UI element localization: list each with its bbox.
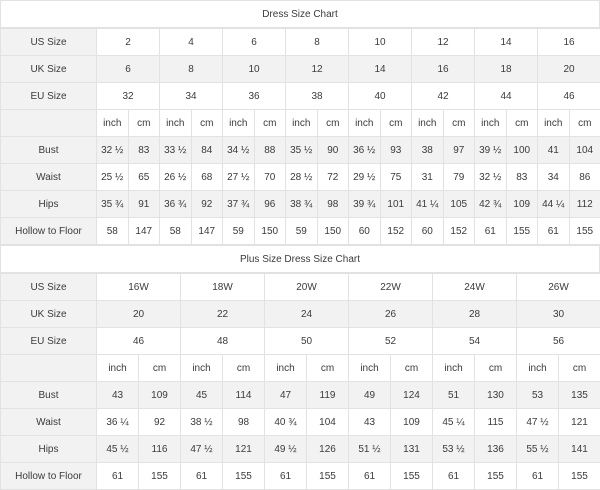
table-cell: 61 <box>349 463 391 490</box>
table-cell: 45 ½ <box>97 436 139 463</box>
table-row <box>1 382 600 409</box>
table-cell: 101 <box>380 191 412 218</box>
table-cell: 41 ¼ <box>412 191 444 218</box>
table-cell: 61 <box>265 463 307 490</box>
plus-size-chart-rows <box>1 274 600 490</box>
table-cell: cm <box>254 110 286 137</box>
table-cell: cm <box>223 355 265 382</box>
table-cell: 53 <box>517 382 559 409</box>
table-cell: 155 <box>391 463 433 490</box>
table-cell: 22 <box>181 301 265 328</box>
table-cell: 16 <box>412 56 475 83</box>
row-label: US Size <box>1 29 97 56</box>
row-label: Hollow to Floor <box>1 463 97 490</box>
table-row <box>1 164 600 191</box>
table-cell: 130 <box>475 382 517 409</box>
table-cell: 22W <box>349 274 433 301</box>
table-cell: 109 <box>391 409 433 436</box>
table-cell: 150 <box>317 218 349 245</box>
table-cell: 20 <box>538 56 600 83</box>
table-cell: 75 <box>380 164 412 191</box>
table-cell: 34 ½ <box>223 137 255 164</box>
table-cell: 26 ½ <box>160 164 192 191</box>
table-cell: 155 <box>475 463 517 490</box>
row-label: US Size <box>1 274 97 301</box>
table-cell: inch <box>349 355 391 382</box>
table-cell: 16W <box>97 274 181 301</box>
table-cell: 155 <box>139 463 181 490</box>
table-cell: 24 <box>265 301 349 328</box>
table-cell: 60 <box>412 218 444 245</box>
table-cell: 25 ½ <box>97 164 129 191</box>
table-cell: 42 <box>412 83 475 110</box>
table-cell: 141 <box>559 436 600 463</box>
table-row <box>1 301 600 328</box>
table-cell: 70 <box>254 164 286 191</box>
table-cell: 43 <box>349 409 391 436</box>
table-cell: 104 <box>307 409 349 436</box>
table-row <box>1 463 600 490</box>
table-cell: 91 <box>128 191 160 218</box>
table-cell: 37 ¾ <box>223 191 255 218</box>
table-cell: 28 ½ <box>286 164 318 191</box>
table-cell: 14 <box>475 29 538 56</box>
table-cell: 8 <box>286 29 349 56</box>
table-cell: inch <box>265 355 307 382</box>
plus-size-chart-block <box>0 245 600 490</box>
table-cell: 150 <box>254 218 286 245</box>
table-cell: 27 ½ <box>223 164 255 191</box>
table-cell: 39 ¾ <box>349 191 381 218</box>
table-cell: 109 <box>139 382 181 409</box>
table-cell: 18 <box>475 56 538 83</box>
table-cell: 29 ½ <box>349 164 381 191</box>
table-cell: 126 <box>307 436 349 463</box>
table-cell: cm <box>569 110 600 137</box>
table-cell: 72 <box>317 164 349 191</box>
table-row <box>1 355 600 382</box>
table-cell: 8 <box>160 56 223 83</box>
table-row <box>1 83 600 110</box>
table-cell: inch <box>97 110 129 137</box>
table-cell: 58 <box>160 218 192 245</box>
table-cell: 61 <box>97 463 139 490</box>
row-label: Bust <box>1 382 97 409</box>
table-cell: 92 <box>139 409 181 436</box>
table-row <box>1 328 600 355</box>
dress-size-chart-rows <box>1 29 600 245</box>
table-cell: 98 <box>317 191 349 218</box>
table-title-row <box>1 1 600 28</box>
table-cell: cm <box>559 355 600 382</box>
table-cell: 152 <box>443 218 475 245</box>
table-cell: 105 <box>443 191 475 218</box>
table-cell: 90 <box>317 137 349 164</box>
table-cell: 20W <box>265 274 349 301</box>
table-cell: 61 <box>181 463 223 490</box>
table-cell: 38 ¾ <box>286 191 318 218</box>
table-cell: 116 <box>139 436 181 463</box>
table-cell: inch <box>223 110 255 137</box>
table-row <box>1 110 600 137</box>
row-label <box>1 110 97 137</box>
table-cell: 18W <box>181 274 265 301</box>
table-cell: 36 ¼ <box>97 409 139 436</box>
table-cell: 30 <box>517 301 600 328</box>
chart-title: Plus Size Dress Size Chart <box>1 246 600 273</box>
table-cell: cm <box>128 110 160 137</box>
table-cell: 48 <box>181 328 265 355</box>
table-row <box>1 137 600 164</box>
table-cell: 10 <box>223 56 286 83</box>
table-cell: 155 <box>223 463 265 490</box>
table-cell: 10 <box>349 29 412 56</box>
table-cell: 68 <box>191 164 223 191</box>
dress-size-chart-data <box>0 28 600 245</box>
table-cell: 12 <box>412 29 475 56</box>
table-cell: 12 <box>286 56 349 83</box>
row-label: Waist <box>1 164 97 191</box>
row-label: Hips <box>1 436 97 463</box>
table-cell: 50 <box>265 328 349 355</box>
table-cell: 155 <box>506 218 538 245</box>
table-cell: cm <box>443 110 475 137</box>
table-cell: inch <box>181 355 223 382</box>
table-cell: 152 <box>380 218 412 245</box>
table-cell: 34 <box>538 164 570 191</box>
table-cell: 59 <box>286 218 318 245</box>
table-cell: 16 <box>538 29 600 56</box>
table-cell: 93 <box>380 137 412 164</box>
table-cell: cm <box>317 110 349 137</box>
table-cell: 36 <box>223 83 286 110</box>
table-cell: 40 ¾ <box>265 409 307 436</box>
table-cell: 155 <box>569 218 600 245</box>
row-label: Bust <box>1 137 97 164</box>
table-cell: 147 <box>128 218 160 245</box>
table-cell: 44 <box>475 83 538 110</box>
table-cell: 47 ½ <box>517 409 559 436</box>
table-cell: 79 <box>443 164 475 191</box>
table-cell: 32 <box>97 83 160 110</box>
table-cell: 88 <box>254 137 286 164</box>
table-cell: 20 <box>97 301 181 328</box>
row-label: UK Size <box>1 56 97 83</box>
table-cell: inch <box>97 355 139 382</box>
table-cell: 61 <box>538 218 570 245</box>
row-label: EU Size <box>1 328 97 355</box>
table-cell: inch <box>412 110 444 137</box>
table-cell: 38 ½ <box>181 409 223 436</box>
table-cell: 112 <box>569 191 600 218</box>
table-cell: 155 <box>307 463 349 490</box>
row-label: Hollow to Floor <box>1 218 97 245</box>
table-cell: 83 <box>506 164 538 191</box>
table-cell: 40 <box>349 83 412 110</box>
table-cell: 61 <box>433 463 475 490</box>
table-cell: 24W <box>433 274 517 301</box>
table-cell: 58 <box>97 218 129 245</box>
row-label <box>1 355 97 382</box>
table-cell: 121 <box>559 409 600 436</box>
table-cell: 114 <box>223 382 265 409</box>
table-cell: inch <box>160 110 192 137</box>
table-cell: cm <box>307 355 349 382</box>
table-cell: 46 <box>97 328 181 355</box>
table-cell: 136 <box>475 436 517 463</box>
table-row <box>1 191 600 218</box>
table-row <box>1 274 600 301</box>
table-cell: 52 <box>349 328 433 355</box>
table-cell: cm <box>139 355 181 382</box>
table-cell: 2 <box>97 29 160 56</box>
table-cell: 92 <box>191 191 223 218</box>
table-cell: cm <box>380 110 412 137</box>
table-cell: 147 <box>191 218 223 245</box>
table-cell: 59 <box>223 218 255 245</box>
table-cell: 49 <box>349 382 391 409</box>
table-cell: 96 <box>254 191 286 218</box>
table-cell: 121 <box>223 436 265 463</box>
table-cell: 55 ½ <box>517 436 559 463</box>
table-cell: 60 <box>349 218 381 245</box>
table-cell: 54 <box>433 328 517 355</box>
table-row <box>1 436 600 463</box>
table-cell: 36 ¾ <box>160 191 192 218</box>
table-cell: cm <box>506 110 538 137</box>
table-cell: 14 <box>349 56 412 83</box>
table-cell: 35 ½ <box>286 137 318 164</box>
table-row <box>1 29 600 56</box>
table-cell: 104 <box>569 137 600 164</box>
table-cell: 51 <box>433 382 475 409</box>
table-cell: 84 <box>191 137 223 164</box>
table-cell: 47 <box>265 382 307 409</box>
table-cell: cm <box>391 355 433 382</box>
table-cell: cm <box>475 355 517 382</box>
table-cell: 124 <box>391 382 433 409</box>
table-cell: 44 ¼ <box>538 191 570 218</box>
table-cell: inch <box>286 110 318 137</box>
table-cell: 32 ½ <box>97 137 129 164</box>
table-cell: inch <box>475 110 507 137</box>
row-label: EU Size <box>1 83 97 110</box>
table-cell: 135 <box>559 382 600 409</box>
table-cell: 6 <box>223 29 286 56</box>
table-cell: 51 ½ <box>349 436 391 463</box>
table-cell: 45 <box>181 382 223 409</box>
row-label: Waist <box>1 409 97 436</box>
table-cell: 32 ½ <box>475 164 507 191</box>
table-title-row <box>1 246 600 273</box>
table-cell: 61 <box>475 218 507 245</box>
plus-size-chart-table <box>0 245 600 273</box>
chart-title: Dress Size Chart <box>1 1 600 28</box>
table-cell: 35 ¾ <box>97 191 129 218</box>
plus-size-chart-body <box>1 246 600 273</box>
table-cell: cm <box>191 110 223 137</box>
table-cell: 131 <box>391 436 433 463</box>
table-cell: 4 <box>160 29 223 56</box>
table-cell: 39 ½ <box>475 137 507 164</box>
dress-size-chart-table <box>0 0 600 28</box>
table-cell: inch <box>517 355 559 382</box>
table-cell: 34 <box>160 83 223 110</box>
table-cell: inch <box>349 110 381 137</box>
table-cell: 86 <box>569 164 600 191</box>
table-cell: 65 <box>128 164 160 191</box>
plus-size-chart-data <box>0 273 600 490</box>
row-label: UK Size <box>1 301 97 328</box>
table-cell: inch <box>538 110 570 137</box>
dress-size-chart-body <box>1 1 600 28</box>
table-cell: 36 ½ <box>349 137 381 164</box>
table-cell: 119 <box>307 382 349 409</box>
table-row <box>1 56 600 83</box>
table-cell: 28 <box>433 301 517 328</box>
table-cell: 43 <box>97 382 139 409</box>
table-cell: 38 <box>412 137 444 164</box>
table-row <box>1 409 600 436</box>
table-cell: 61 <box>517 463 559 490</box>
table-cell: 98 <box>223 409 265 436</box>
table-cell: 56 <box>517 328 600 355</box>
table-row <box>1 218 600 245</box>
table-cell: 6 <box>97 56 160 83</box>
table-cell: 115 <box>475 409 517 436</box>
table-cell: 109 <box>506 191 538 218</box>
table-cell: 100 <box>506 137 538 164</box>
table-cell: 46 <box>538 83 600 110</box>
table-cell: 45 ¼ <box>433 409 475 436</box>
table-cell: 155 <box>559 463 600 490</box>
table-cell: 47 ½ <box>181 436 223 463</box>
table-cell: 53 ½ <box>433 436 475 463</box>
table-cell: 26W <box>517 274 600 301</box>
table-cell: 42 ¾ <box>475 191 507 218</box>
table-cell: 49 ½ <box>265 436 307 463</box>
table-cell: 38 <box>286 83 349 110</box>
table-cell: 83 <box>128 137 160 164</box>
table-cell: 33 ½ <box>160 137 192 164</box>
table-cell: inch <box>433 355 475 382</box>
row-label: Hips <box>1 191 97 218</box>
table-cell: 26 <box>349 301 433 328</box>
table-cell: 31 <box>412 164 444 191</box>
table-cell: 41 <box>538 137 570 164</box>
table-cell: 97 <box>443 137 475 164</box>
